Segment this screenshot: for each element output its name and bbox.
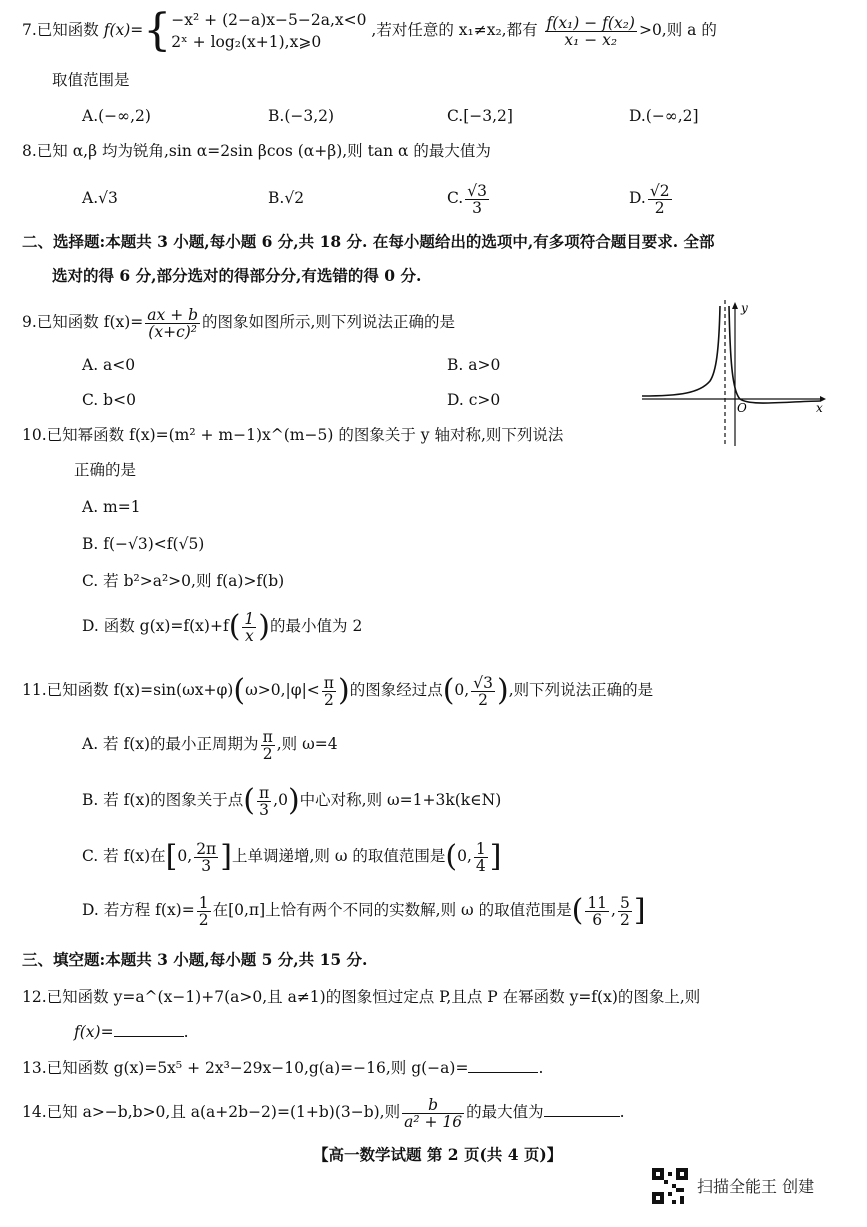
q11-option-d-den: 2 — [198, 910, 209, 929]
q9-stem — [22, 304, 455, 340]
q10-stem-line1: 10.已知幂函数 f(x)=(m² + m−1)x^(m−5) 的图象关于 y 轴对称,则下列说法 — [22, 426, 564, 444]
q7-stem — [22, 5, 717, 56]
q9-fraction — [145, 307, 200, 340]
q11-option-c-num: 2π — [196, 839, 217, 858]
q11-option-c — [82, 836, 502, 876]
q11-d-close: ] — [633, 893, 646, 928]
graph-left-branch — [642, 306, 720, 396]
q12-stem-line2: f(x)= . — [74, 1023, 189, 1041]
q11-option-a-num: π — [262, 727, 273, 746]
q8-option-b: B.√2 — [268, 189, 305, 207]
q11-option-a-den: 2 — [262, 744, 273, 763]
q11-option-d-frac1 — [585, 895, 609, 928]
q7-piece2: 2ˣ + log₂(x+1),x⩾0 — [171, 33, 322, 51]
q11-option-c-lead: C. 若 f(x)在 — [82, 847, 166, 865]
q11-pt-open: ( — [442, 673, 455, 708]
q13-stem: 13.已知函数 g(x)=5x⁵ + 2x³−29x−10,g(a)=−16,则 g(−a)= . — [22, 1059, 544, 1077]
q10-paren-open: ( — [228, 609, 241, 644]
q11-option-b-frac — [257, 785, 271, 818]
q9-option-a: A. a<0 — [82, 356, 136, 374]
q11-option-b-tail: 中心对称,则 ω=1+3k(k∈N) — [299, 791, 502, 809]
q14-stem: 14.已知 a>−b,b>0,且 a(a+2b−2)=(1+b)(3−b),则 $\frac{b}{\text{a² + 16}}$ 的最大值为 . — [22, 1095, 625, 1131]
q14-frac-den: a² + 16 — [404, 1112, 463, 1131]
q8-option-c-den: 3 — [472, 198, 483, 217]
q11-option-c-a: 0, — [177, 847, 193, 865]
graph-origin-label: O — [737, 401, 747, 415]
q9-frac-num: ax + b — [147, 305, 199, 324]
q9-option-c: C. b<0 — [82, 391, 136, 409]
q8-option-d-num: √2 — [649, 181, 670, 200]
graph-x-label: x — [816, 401, 823, 415]
q11-c-open1: [ — [165, 839, 178, 874]
q7-piecewise — [171, 9, 366, 53]
q8-option-c — [447, 178, 491, 218]
q11-option-d-frac2 — [618, 895, 632, 928]
q11-point: 0, — [454, 681, 470, 699]
q11-pt-den: 2 — [478, 690, 489, 709]
q11-option-b-num: π — [258, 783, 270, 802]
q7-tail: >0,则 a 的 — [638, 21, 717, 39]
q11-option-d-den1: 6 — [592, 910, 603, 929]
q7-brace: { — [143, 5, 172, 56]
q7-piece1: −x² + (2−a)x−5−2a,x<0 — [171, 11, 367, 29]
q11-option-d-den2: 2 — [619, 910, 630, 929]
q11-cond-den: 2 — [323, 690, 334, 709]
q8-option-d-label: D. — [629, 189, 646, 207]
q7-fx: f(x)= — [103, 21, 144, 39]
section3-heading: 三、填空题:本题共 3 小题,每小题 5 分,共 15 分. — [22, 950, 368, 969]
q7-frac-den: x₁ − x₂ — [564, 30, 618, 49]
q8-option-d — [629, 178, 674, 218]
q11-b-close: ) — [287, 783, 300, 818]
q12-stem-line1: 12.已知函数 y=a^(x−1)+7(a>0,且 a≠1)的图象恒过定点 P,且点 P 在幂函数 y=f(x)的图象上,则 — [22, 988, 701, 1006]
q11-option-b-lead: B. 若 f(x)的图象关于点 — [82, 791, 244, 809]
q14-lead: 14.已知 a>−b,b>0,且 a(a+2b−2)=(1+b)(3−b),则 — [22, 1103, 401, 1121]
q10-paren-close: ) — [258, 609, 271, 644]
q14-fraction — [402, 1097, 464, 1130]
q8-option-c-num: √3 — [467, 181, 487, 200]
q11-option-b-den: 3 — [259, 800, 269, 819]
q7-option-a: A.(−∞,2) — [82, 107, 151, 125]
q11-pt-frac — [471, 675, 495, 708]
q11-mid: 的图象经过点 — [349, 681, 443, 699]
q11-paren-open: ( — [233, 673, 246, 708]
q8-option-c-frac — [465, 183, 489, 216]
q9-option-b: B. a>0 — [447, 356, 501, 374]
q7-frac-num: f(x₁) − f(x₂) — [546, 13, 635, 32]
q14-tail: 的最大值为 — [466, 1103, 544, 1121]
q11-option-d: D. 若方程 f(x)= $\frac{1}{2}$ 在[0,π]上恰有两个不同的实数解,则 ω 的取值范围是( $\frac{11}{6}$ , $\frac{5}{2}$ ] — [82, 893, 646, 929]
q11-b-open: ( — [243, 783, 255, 818]
q7-option-b: B.(−3,2) — [268, 107, 335, 125]
section2-heading-line1: 二、选择题:本题共 3 小题,每小题 6 分,共 18 分. 在每小题给出的选项中,有多项符合题目要求. 全部 — [22, 232, 715, 251]
q11-option-d-mid: 在[0,π]上恰有两个不同的实数解,则 ω 的取值范围是 — [212, 901, 572, 919]
page-footer: 【高一数学试题 第 2 页(共 4 页)】 — [313, 1145, 563, 1164]
q14-answer-blank[interactable] — [544, 1102, 620, 1117]
q13-answer-blank[interactable] — [468, 1058, 538, 1073]
graph-y-label: y — [741, 301, 748, 315]
q8-option-d-frac — [648, 183, 672, 216]
q10-option-c: C. 若 b²>a²>0,则 f(a)>f(b) — [82, 572, 285, 590]
q11-option-c-b: 0, — [457, 847, 472, 865]
q11-option-b-mid: ,0 — [273, 791, 288, 809]
q7-fraction — [545, 15, 637, 48]
q10-option-d-den: x — [244, 626, 254, 645]
q11-option-d-num2: 5 — [619, 893, 630, 912]
q11-pt-num: √3 — [473, 673, 493, 692]
q11-option-a-lead: A. 若 f(x)的最小正周期为 — [82, 735, 259, 753]
q9-lead: 9.已知函数 f(x)= — [22, 313, 144, 331]
q11-option-d-num: 1 — [198, 893, 209, 912]
scanner-watermark: 扫描全能王 创建 — [697, 1177, 815, 1196]
section2-heading-line2: 选对的得 6 分,部分选对的得部分分,有选错的得 0 分. — [52, 266, 422, 285]
q11-option-c-den: 3 — [201, 856, 212, 875]
q12-line2-text: f(x)= — [74, 1023, 114, 1041]
q8-stem: 8.已知 α,β 均为锐角,sin α=2sin βcos (α+β),则 tan α 的最大值为 — [22, 142, 491, 160]
q10-option-d-lead: D. 函数 g(x)=f(x)+f — [82, 617, 229, 635]
q10-stem-line2: 正确的是 — [74, 461, 137, 479]
graph-y-arrow — [732, 302, 738, 309]
q8-option-c-label: C. — [447, 189, 464, 207]
q7-condition: ,若对任意的 x₁≠x₂,都有 — [371, 21, 538, 39]
q11-option-d-frac — [197, 895, 211, 928]
q11-paren-close: ) — [337, 673, 350, 708]
q12-answer-blank[interactable] — [114, 1022, 184, 1037]
q11-option-b — [82, 780, 501, 820]
q7-option-d: D.(−∞,2] — [629, 107, 699, 125]
q8-option-a: A.√3 — [82, 189, 118, 207]
q11-c-open2: ( — [445, 839, 458, 874]
q11-option-c-num2: 1 — [475, 839, 486, 858]
q11-cond-frac — [322, 675, 336, 708]
graph-right-branch — [729, 306, 820, 403]
q11-tail: ,则下列说法正确的是 — [508, 681, 654, 699]
q11-option-c-den2: 4 — [475, 856, 486, 875]
q10-option-d-num: 1 — [244, 609, 255, 628]
q11-option-a-tail: ,则 ω=4 — [276, 735, 338, 753]
q11-lead: 11.已知函数 f(x)=sin(ωx+φ) — [22, 681, 234, 699]
q14-frac-num: b — [402, 1097, 464, 1114]
q11-d-open: ( — [571, 893, 584, 928]
q7-line2: 取值范围是 — [52, 71, 130, 89]
q11-option-c-mid: 上单调递增,则 ω 的取值范围是 — [231, 847, 446, 865]
q11-stem — [22, 670, 653, 710]
q11-option-a — [82, 724, 338, 764]
q11-c-close2: ] — [489, 839, 502, 874]
q11-option-a-frac — [261, 729, 275, 762]
q11-condition: ω>0,|φ|< — [245, 681, 320, 699]
q7-option-c: C.[−3,2] — [447, 107, 513, 125]
q11-c-close1: ] — [220, 839, 232, 874]
q9-frac-den: (x+c)² — [148, 322, 198, 341]
q7-lead: 7.已知函数 — [22, 21, 99, 39]
q10-option-d — [82, 608, 362, 644]
q9-tail: 的图象如图所示,则下列说法正确的是 — [202, 313, 455, 331]
q10-option-d-frac — [242, 611, 256, 644]
q9-option-d: D. c>0 — [447, 391, 501, 409]
qr-code-icon — [652, 1168, 688, 1204]
q9-function-graph — [640, 296, 830, 448]
q11-option-d-lead: D. 若方程 f(x)= — [82, 901, 195, 919]
q13-text: 13.已知函数 g(x)=5x⁵ + 2x³−29x−10,g(a)=−16,则 g(−a)= — [22, 1059, 469, 1077]
q11-cond-num: π — [323, 673, 334, 692]
q11-option-c-frac2 — [474, 841, 488, 874]
q10-option-b: B. f(−√3)<f(√5) — [82, 535, 205, 553]
q11-pt-close: ) — [496, 673, 509, 708]
q11-option-c-frac — [194, 841, 218, 874]
q11-option-d-num1: 11 — [587, 893, 608, 912]
q8-option-d-den: 2 — [654, 198, 665, 217]
q10-option-a: A. m=1 — [82, 498, 141, 516]
q10-option-d-tail: 的最小值为 2 — [270, 617, 363, 635]
